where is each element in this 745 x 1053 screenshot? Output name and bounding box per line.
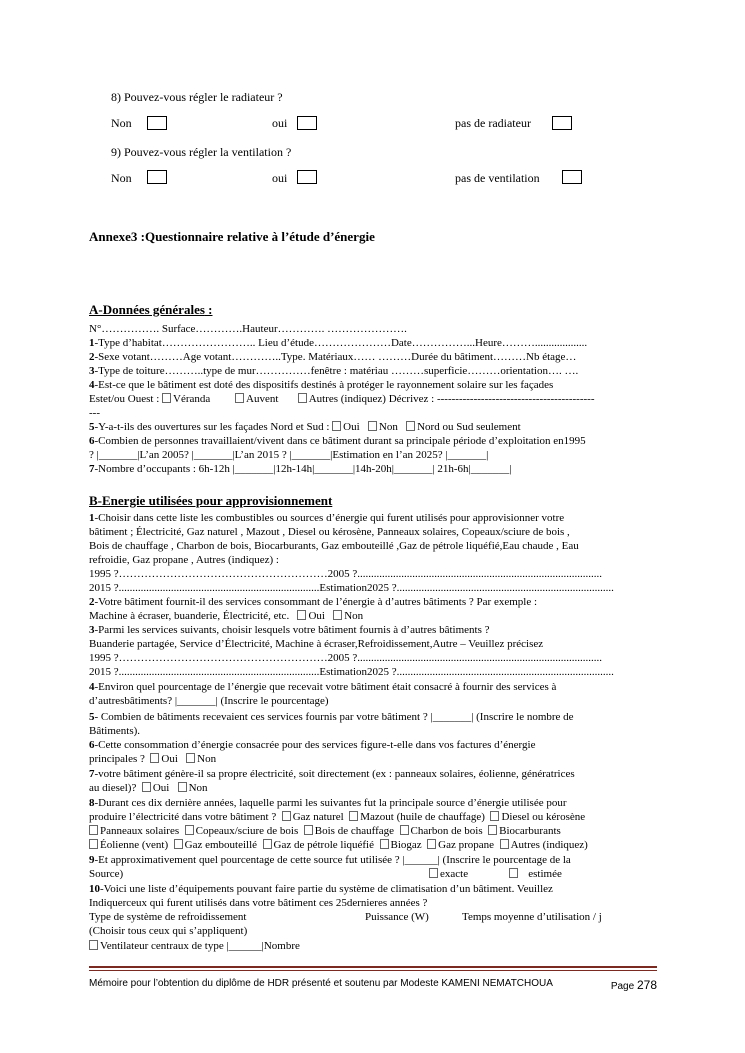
q8-option-oui-label: oui xyxy=(272,116,288,130)
footer-text: Mémoire pour l’obtention du diplôme de HDR présenté et soutenu par Modeste KAMENI NEMATCHOUA xyxy=(89,978,553,989)
section-b-line: Source) exacte estimée xyxy=(89,868,562,880)
section-b-line: principales ? Oui Non xyxy=(89,753,217,765)
question-9-title: 9) Pouvez-vous régler la ventilation ? xyxy=(111,145,292,159)
checkbox-oui[interactable] xyxy=(297,610,306,620)
section-b-line: Bois de chauffage , Charbon de bois, Biocarburants, Gaz embouteillé ,Gaz de pétrole liquéfié,Eau chaude , Eau xyxy=(89,540,579,552)
section-b-line: 1995 ?…………………………………………………2005 ?......................................................................................... xyxy=(89,652,603,664)
checkbox-non[interactable] xyxy=(368,421,377,431)
q8-option-none-label: pas de radiateur xyxy=(455,116,531,130)
checkbox-ventilateur[interactable] xyxy=(89,940,98,950)
section-b-line: 7-votre bâtiment génère-il sa propre électricité, soit directement (ex : panneaux solaires, éolienne, génératrices xyxy=(89,768,575,780)
checkbox-biogaz[interactable] xyxy=(380,839,389,849)
section-a-line: 7-Nombre d’occupants : 6h-12h |_______|12h-14h|_______|14h-20h|_______| 21h-6h|_______| xyxy=(89,463,512,475)
section-b-line: 4-Environ quel pourcentage de l’énergie que recevait votre bâtiment était consacré à fournir des services à xyxy=(89,681,557,693)
section-b-line: 3-Parmi les services suivants, choisir lesquels votre bâtiment fournis à d’autres bâtiments ? xyxy=(89,624,490,636)
checkbox-biocarburants[interactable] xyxy=(488,825,497,835)
section-b-line: bâtiment ; Électricité, Gaz naturel , Mazout , Diesel ou kérosène, Panneaux solaires, Copeaux/sciure de bois , xyxy=(89,526,570,538)
q9-option-non-label: Non xyxy=(111,171,132,185)
header-temps: Temps moyenne d’utilisation / j xyxy=(462,911,602,923)
section-b-line: Éolienne (vent) Gaz embouteillé Gaz de pétrole liquéfié Biogaz Gaz propane Autres (indiquez) xyxy=(89,839,588,852)
checkbox-eolienne[interactable] xyxy=(89,839,98,849)
section-a-line: 3-Type de toiture………..type de mur……………fenêtre : matériau ………superficie………orientation…. …. xyxy=(89,365,579,377)
q9-option-oui-label: oui xyxy=(272,171,288,185)
checkbox-charbon[interactable] xyxy=(400,825,409,835)
q8-oui-checkbox[interactable] xyxy=(297,116,317,130)
footer-rule xyxy=(89,970,657,971)
checkbox-autres[interactable] xyxy=(500,839,509,849)
section-b-line: 2-Votre bâtiment fournit-il des services consommant de l’énergie à d’autres bâtiments ? Par exemple : xyxy=(89,596,538,608)
section-a-line: 1-Type d’habitat…………………….. Lieu d’étude…………………Date……………...Heure………................... xyxy=(89,337,588,349)
section-b-line: 6-Cette consommation d’énergie consacrée pour des services figure-t-elle dans vos factures d’énergie xyxy=(89,739,536,751)
checkbox-gaz-naturel[interactable] xyxy=(282,811,291,821)
section-b-line: refroidie, Gaz propane , Autres (indiquez) : xyxy=(89,554,279,566)
section-b-line: 9-Et approximativement quel pourcentage de cette source fut utilisée ? |______| (Inscrire le pourcentage de la xyxy=(89,854,571,866)
checkbox-auvent[interactable] xyxy=(235,393,244,403)
section-a-line: --- xyxy=(89,407,100,419)
section-b-line: produire l’électricité dans votre bâtiment ? Gaz naturel Mazout (huile de chauffage) Diesel ou kérosène xyxy=(89,811,586,823)
q8-none-checkbox[interactable] xyxy=(552,116,572,130)
section-b-line: Panneaux solaires Copeaux/sciure de bois Bois de chauffage Charbon de bois Biocarburants xyxy=(89,825,561,838)
checkbox-non[interactable] xyxy=(333,610,342,620)
section-b-line: Buanderie partagée, Service d’Électricité, Machine à écraser,Refroidissement,Autre – Veuillez précisez xyxy=(89,638,544,650)
checkbox-copeaux[interactable] xyxy=(185,825,194,835)
page-number: Page 278 xyxy=(610,978,657,992)
q9-non-checkbox[interactable] xyxy=(147,170,167,184)
checkbox-gaz-embouteille[interactable] xyxy=(174,839,183,849)
section-a-line: 6-Combien de personnes travaillaient/vivent dans ce bâtiment durant sa principale période d’exploitation en1995 xyxy=(89,435,586,447)
section-b-line: 1995 ?…………………………………………………2005 ?......................................................................................... xyxy=(89,568,603,580)
checkbox-oui[interactable] xyxy=(150,753,159,763)
section-a-title: A-Données générales : xyxy=(89,302,213,317)
section-b-line: 8-Durant ces dix dernière années, laquelle parmi les suivantes fut la principale source d’énergie utilisée pour xyxy=(89,797,567,809)
q9-none-checkbox[interactable] xyxy=(562,170,582,184)
checkbox-diesel[interactable] xyxy=(490,811,499,821)
section-b-line: Ventilateur centraux de type |______|Nombre xyxy=(89,940,300,953)
section-b-table-header: Type de système de refroidissement Puissance (W) Temps moyenne d’utilisation / j xyxy=(89,911,602,923)
question-8-title: 8) Pouvez-vous régler le radiateur ? xyxy=(111,90,283,104)
checkbox-exacte[interactable] xyxy=(429,868,438,878)
section-b-line: Bâtiments). xyxy=(89,725,141,737)
footer-rule xyxy=(89,966,657,968)
q8-non-checkbox[interactable] xyxy=(147,116,167,130)
section-b-title: B-Energie utilisées pour approvisionnement xyxy=(89,493,333,508)
checkbox-oui[interactable] xyxy=(142,782,151,792)
section-a-line: N°……………. Surface………….Hauteur…………. …………………. xyxy=(89,323,407,335)
checkbox-non[interactable] xyxy=(186,753,195,763)
section-a-line: 2-Sexe votant………Age votant…………..Type. Matériaux…… ………Durée du bâtiment………Nb étage… xyxy=(89,351,577,363)
checkbox-nord-sud[interactable] xyxy=(406,421,415,431)
q8-option-non-label: Non xyxy=(111,116,132,130)
section-b-line: d’autresbâtiments? |_______| (Inscrire le pourcentage) xyxy=(89,695,329,707)
checkbox-bois[interactable] xyxy=(304,825,313,835)
section-b-line: Indiquerceux qui furent utilisés dans votre bâtiment ces 25dernieres années ? xyxy=(89,897,428,909)
section-b-line: Machine à écraser, buanderie, Électricité, etc. Oui Non xyxy=(89,610,364,622)
section-b-line: (Choisir tous ceux qui s’appliquent) xyxy=(89,925,248,937)
section-a-line: ? |_______|L’an 2005? |_______|L’an 2015 ? |_______|Estimation en l’an 2025? |_______| xyxy=(89,449,489,461)
checkbox-panneaux[interactable] xyxy=(89,825,98,835)
q9-option-none-label: pas de ventilation xyxy=(455,171,540,185)
checkbox-oui[interactable] xyxy=(332,421,341,431)
section-b-line: 2015 ?.........................................................................Estimation2025 ?............................................................................... xyxy=(89,582,614,594)
section-a-line: 5-Y-a-t-ils des ouvertures sur les façades Nord et Sud : Oui Non Nord ou Sud seulement xyxy=(89,421,521,433)
section-b-line: 1-Choisir dans cette liste les combustibles ou sources d’énergie qui furent utilisés pour approvisionner votre xyxy=(89,512,565,524)
checkbox-gaz-propane[interactable] xyxy=(427,839,436,849)
checkbox-veranda[interactable] xyxy=(162,393,171,403)
checkbox-mazout[interactable] xyxy=(349,811,358,821)
header-puissance: Puissance (W) xyxy=(365,911,429,923)
checkbox-non[interactable] xyxy=(178,782,187,792)
section-a-line: Estet/ou Ouest : Véranda Auvent Autres (indiquez) Décrivez : ------------------------------------------- xyxy=(89,393,595,405)
annexe-title: Annexe3 :Questionnaire relative à l’étude d’énergie xyxy=(89,229,375,244)
checkbox-gpl[interactable] xyxy=(263,839,272,849)
section-a-line: 4-Est-ce que le bâtiment est doté des dispositifs destinés à protéger le rayonnement solaire sur les façades xyxy=(89,379,554,391)
section-b-line: 2015 ?.........................................................................Estimation2025 ?............................................................................... xyxy=(89,666,614,678)
checkbox-estimee[interactable] xyxy=(509,868,518,878)
q9-oui-checkbox[interactable] xyxy=(297,170,317,184)
section-b-line: 10-Voici une liste d’équipements pouvant faire partie du système de climatisation d’un bâtiment. Veuillez xyxy=(89,883,553,895)
section-b-line: 5- Combien de bâtiments recevaient ces services fournis par votre bâtiment ? |_______| (Inscrire le nombre de xyxy=(89,711,574,723)
section-b-line: au diesel)? Oui Non xyxy=(89,782,208,794)
checkbox-autres[interactable] xyxy=(298,393,307,403)
